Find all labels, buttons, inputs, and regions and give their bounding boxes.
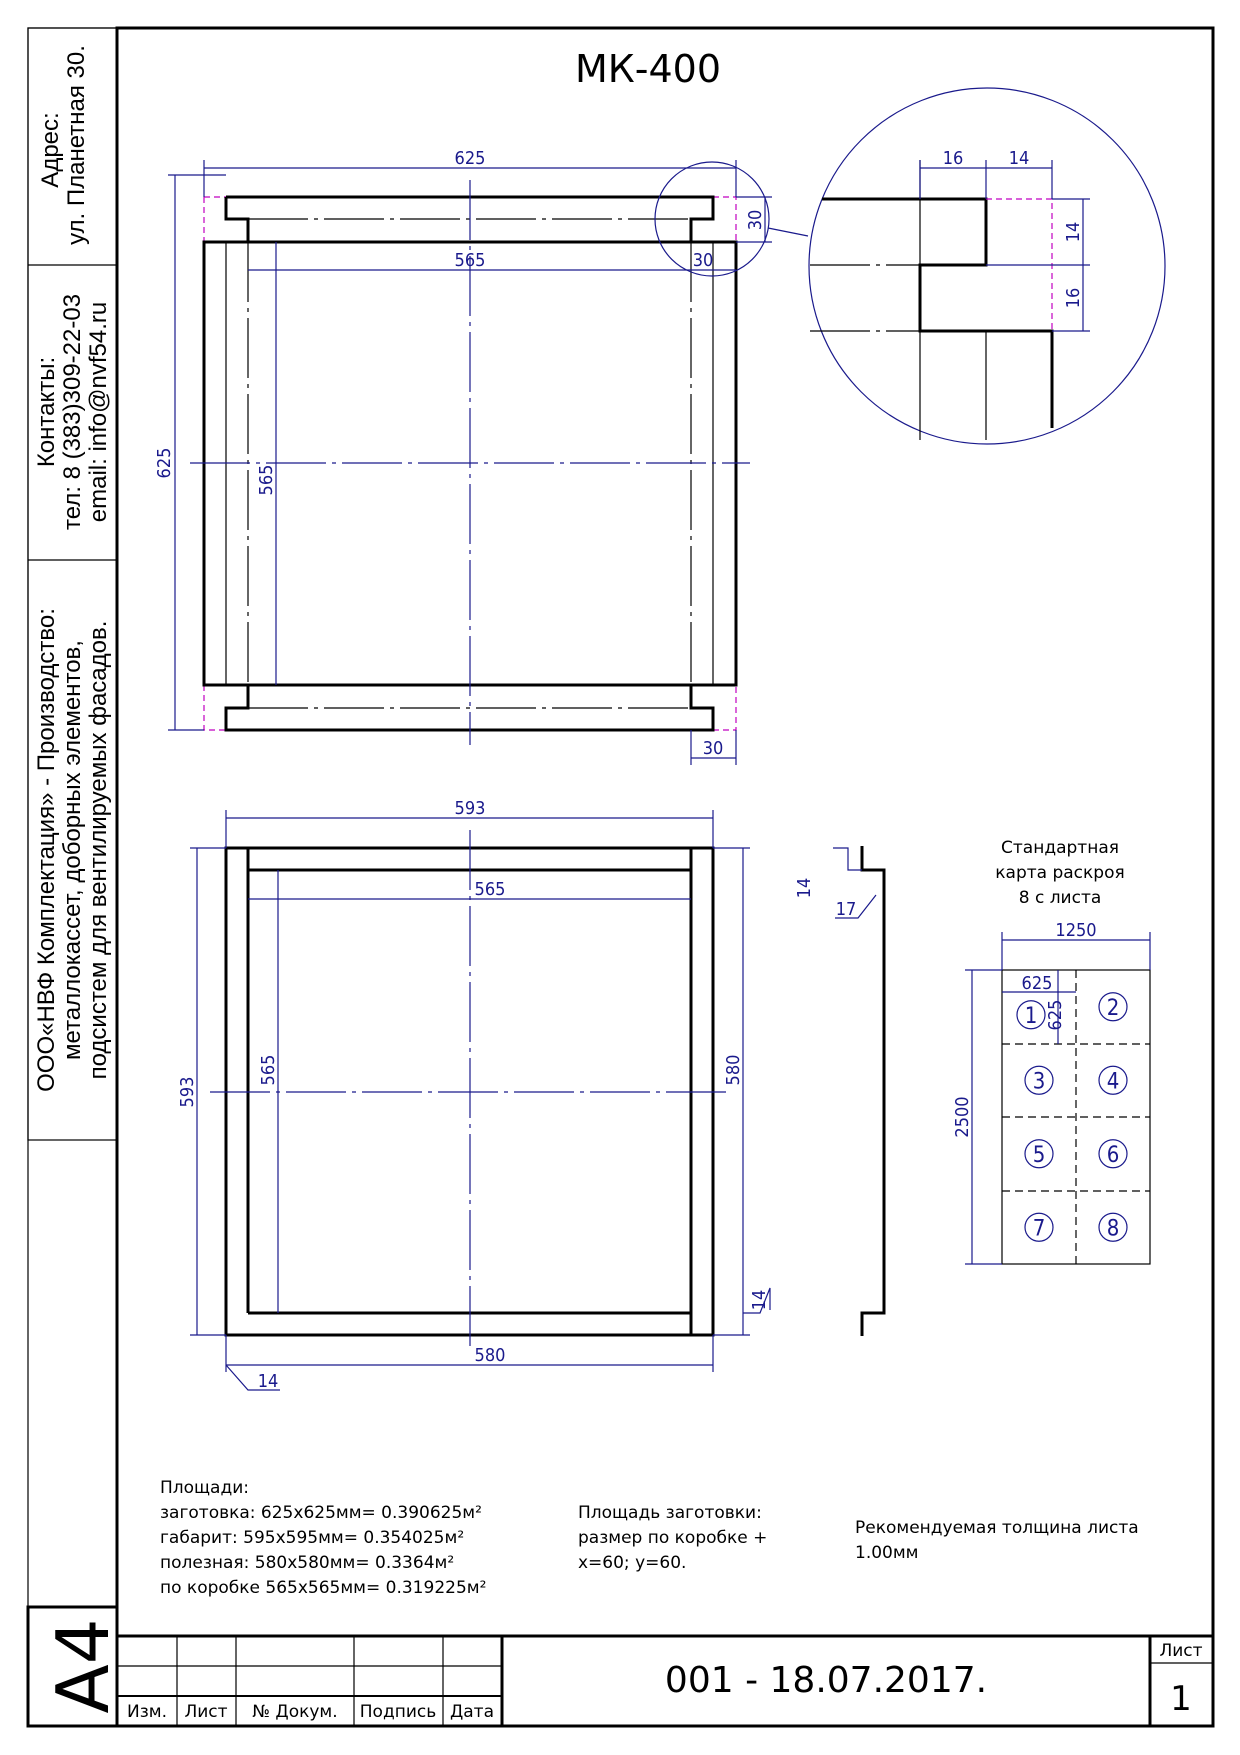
box-view <box>210 830 730 1350</box>
drawing-title: МК-400 <box>574 47 722 91</box>
stamp-col-sign: Подпись <box>359 1702 437 1722</box>
sidebar-company-line2: металлокассет, доборных элементов, <box>59 640 86 1060</box>
dim-box-right-height: 580 <box>723 1054 744 1086</box>
piece-label-7: 7 <box>1032 1216 1046 1242</box>
area-line-1: заготовка: 625х625мм= 0.390625м² <box>160 1503 482 1523</box>
dim-blank-inner-height: 565 <box>256 464 277 496</box>
detail-dim-2: 14 <box>1008 148 1030 169</box>
sidebar-contacts-email: email: info@nvf54.ru <box>85 301 112 523</box>
format-label: A4 <box>41 1618 125 1714</box>
piece-label-2: 2 <box>1106 995 1120 1021</box>
sidebar-company-line3: подсистем для вентилируемых фасадов. <box>85 620 112 1080</box>
dim-blank-width: 625 <box>454 148 486 169</box>
stamp-sheet-number: 1 <box>1170 1679 1192 1719</box>
layout-piece-width: 625 <box>1021 973 1053 994</box>
layout-piece-height: 625 <box>1045 999 1066 1031</box>
box-dimensions <box>177 798 770 1392</box>
stamp-col-izm: Изм. <box>127 1702 167 1722</box>
piece-label-8: 8 <box>1106 1216 1120 1242</box>
title-stamp <box>117 1636 1213 1726</box>
profile-dim-1: 14 <box>794 877 815 899</box>
piece-label-4: 4 <box>1106 1069 1120 1095</box>
layout-sheet-width: 1250 <box>1055 920 1097 941</box>
piece-label-3: 3 <box>1032 1069 1046 1095</box>
blank-area-line-2: x=60; y=60. <box>578 1553 687 1573</box>
dim-flange-right: 14 <box>749 1289 770 1311</box>
area-line-4: по коробке 565х565мм= 0.319225м² <box>160 1578 487 1598</box>
sidebar-address-title: Адрес: <box>37 112 64 188</box>
piece-label-5: 5 <box>1032 1142 1046 1168</box>
layout-sheet-height: 2500 <box>952 1096 973 1138</box>
piece-label-6: 6 <box>1106 1142 1120 1168</box>
cutting-layout <box>952 838 1150 1264</box>
dim-blank-inner-width: 565 <box>454 250 486 271</box>
profile-section <box>794 846 884 1336</box>
stamp-col-doc: № Докум. <box>252 1702 338 1722</box>
profile-dim-2: 17 <box>835 899 857 920</box>
sidebar <box>28 28 117 1140</box>
areas-title: Площади: <box>160 1478 250 1498</box>
dim-flange-bottom: 14 <box>257 1371 279 1392</box>
dim-box-outer-width: 593 <box>454 798 486 819</box>
detail-dim-1: 16 <box>942 148 964 169</box>
detail-dim-3: 14 <box>1063 221 1084 243</box>
blank-area-line-1: размер по коробке + <box>578 1528 768 1548</box>
piece-label-1: 1 <box>1024 1003 1038 1029</box>
detail-dim-4: 16 <box>1063 287 1084 309</box>
area-line-3: полезная: 580х580мм= 0.3364м² <box>160 1553 455 1573</box>
dim-blank-height: 625 <box>154 447 175 479</box>
dim-box-inner-width: 565 <box>474 879 506 900</box>
dim-notch-width: 30 <box>692 250 714 271</box>
area-line-2: габарит: 595х595мм= 0.354025м² <box>160 1528 465 1548</box>
thickness-line-2: 1.00мм <box>855 1543 919 1563</box>
layout-title-2: карта раскроя <box>995 863 1125 883</box>
stamp-col-list: Лист <box>184 1702 228 1722</box>
format-box <box>28 1607 125 1726</box>
stamp-sheet-label: Лист <box>1159 1641 1203 1661</box>
sidebar-contacts-phone: тел: 8 (383)309-22-03 <box>59 293 86 531</box>
thickness-line-1: Рекомендуемая толщина листа <box>855 1518 1139 1538</box>
sidebar-address-value: ул. Планетная 30. <box>63 45 90 245</box>
stamp-col-date: Дата <box>449 1702 495 1722</box>
dim-notch-height: 30 <box>745 209 766 231</box>
sidebar-company-line1: ООО«НВФ Комплектация» - Производство: <box>33 608 60 1092</box>
layout-title-3: 8 с листа <box>1018 888 1102 908</box>
notes <box>160 1478 1139 1598</box>
detail-view <box>655 88 1165 444</box>
dim-box-outer-height: 593 <box>177 1076 198 1108</box>
dim-box-bottom-width: 580 <box>474 1345 506 1366</box>
layout-title-1: Стандартная <box>1001 838 1119 858</box>
stamp-doc-number: 001 - 18.07.2017. <box>664 1660 988 1701</box>
blank-area-title: Площадь заготовки: <box>578 1503 762 1523</box>
dim-bottom-notch: 30 <box>702 738 724 759</box>
dim-box-inner-height: 565 <box>258 1054 279 1086</box>
sidebar-contacts-title: Контакты: <box>33 356 60 468</box>
